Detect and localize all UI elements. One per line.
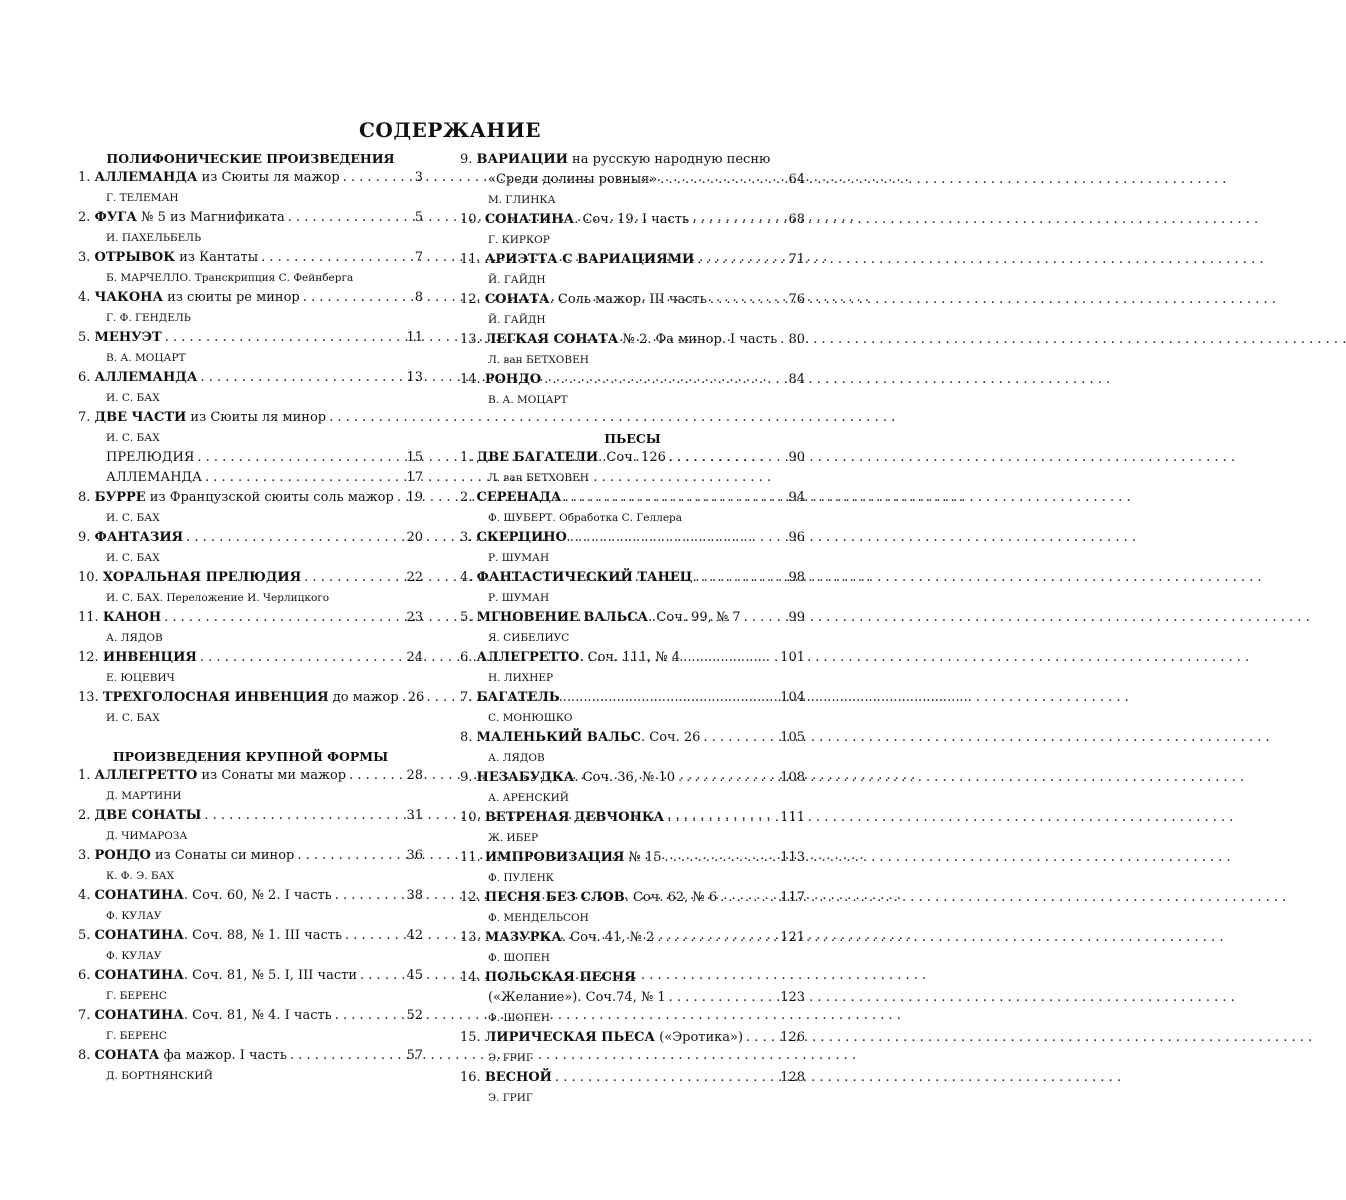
toc-entry[interactable] [78,846,423,866]
composer-name: Ф. ПУЛЕНК [488,872,554,884]
toc-entry[interactable] [78,408,423,428]
composer-name: Э. ГРИГ [488,1092,533,1104]
dot-leader [197,368,403,388]
page-number: 96 [788,530,805,545]
page-number: 80 [788,332,805,347]
toc-entry[interactable] [460,290,805,310]
toc-entry[interactable] [78,688,423,708]
toc-entry[interactable] [78,806,423,826]
dot-leader [194,448,403,468]
entry-title: 16. ВЕСНОЙ [460,1070,552,1085]
composer-name: Д. ЧИМАРОЗА [106,830,188,842]
entry-title: 7. ДВЕ ЧАСТИ из Сюиты ля минор [78,410,327,425]
composer-name: В. А. МОЦАРТ [106,352,186,364]
page-number: 52 [406,1008,423,1023]
dot-leader [694,250,785,270]
entry-title: 11. КАНОН [78,610,162,625]
toc-entry[interactable] [78,208,423,228]
section-heading: ПОЛИФОНИЧЕСКИЕ ПРОИЗВЕДЕНИЯ [106,151,395,166]
composer-name: Г. БЕРЕНС [106,990,167,1002]
page-number: 31 [406,808,423,823]
entry-title: 6. АЛЛЕМАНДА [78,370,198,385]
entry-title: 8. СОНАТА фа мажор. I часть [78,1048,287,1063]
toc-entry[interactable] [78,368,423,388]
toc-entry[interactable] [78,168,423,188]
dot-leader [541,370,785,390]
composer-name: Л. ван БЕТХОВЕН [488,354,589,366]
page-number: 3 [414,170,423,185]
dot-leader [301,568,403,588]
entry-title: 8. МАЛЕНЬКИЙ ВАЛЬС. Соч. 26 [460,730,701,745]
toc-entry[interactable] [78,568,423,588]
page-number: 42 [406,928,423,943]
entry-title: 12. СОНАТА. Соль мажор. III часть [460,292,707,307]
dot-leader [680,648,777,668]
composer-name: Б. МАРЧЕЛЛО. Транскрипция С. Фейнберга [106,272,354,284]
toc-entry[interactable] [460,448,805,468]
dot-leader [346,766,403,786]
entry-title: 3. СКЕРЦИНО [460,530,567,545]
toc-entry[interactable] [460,648,805,668]
entry-title: 10. СОНАТИНА. Соч. 19. I часть [460,212,690,227]
composer-name: Ж. ИБЕР [488,832,539,844]
toc-entry[interactable] [78,288,423,308]
toc-entry[interactable] [78,608,423,628]
page-number: 45 [406,968,423,983]
composer-name: Я. СИБЕЛИУС [488,632,570,644]
page-number: 17 [406,470,423,485]
page-number: 15 [406,450,423,465]
dot-leader [689,210,785,230]
dot-leader [342,926,403,946]
page-number: 38 [406,888,423,903]
composer-name: И. С. БАХ [106,712,160,724]
entry-title: 3. РОНДО из Сонаты си минор [78,848,295,863]
dot-leader [662,848,778,868]
dot-leader [552,1068,777,1088]
composer-name: М. ГЛИНКА [488,194,556,206]
composer-name: Й. ГАЙДН [488,314,546,326]
page-number: 22 [406,570,423,585]
entry-title: 13. ТРЕХГОЛОСНАЯ ИНВЕНЦИЯ до мажор [78,690,399,705]
page-number: 101 [780,650,805,665]
dot-leader [300,288,412,308]
page-number: 126 [780,1030,805,1045]
composer-name: Г. БЕРЕНС [106,1030,167,1042]
dot-leader [654,928,777,948]
page-number: 98 [788,570,805,585]
page-number: 64 [788,172,805,187]
toc-subentry[interactable] [460,170,805,190]
toc-entry[interactable] [460,150,805,170]
dot-leader [777,330,785,350]
dot-leader [287,1046,404,1066]
entry-title: 5. СОНАТИНА. Соч. 88, № 1. III часть [78,928,343,943]
page-number: 90 [788,450,805,465]
composer-name: И. С. БАХ. Переложение И. Черлицкого [106,592,330,604]
entry-title: 4. ЧАКОНА из сюиты ре минор [78,290,300,305]
toc-subentry[interactable] [78,448,423,468]
entry-title: 12. ПЕСНЯ БЕЗ СЛОВ. Соч. 62, № 6 [460,890,718,905]
entry-title: 4. СОНАТИНА. Соч. 60, № 2. I часть [78,888,332,903]
composer-name: И. С. БАХ [106,512,160,524]
page-number: 68 [788,212,805,227]
composer-name: Р. ШУМАН [488,592,550,604]
page-number: 123 [780,990,805,1005]
entry-title: 12. ИНВЕНЦИЯ [78,650,197,665]
entry-title: 9. ФАНТАЗИЯ [78,530,184,545]
toc-entry[interactable] [460,568,805,588]
toc-column-left [78,150,423,1086]
page-number: 28 [406,768,423,783]
page-number: 113 [780,850,805,865]
dot-leader [707,290,786,310]
toc-entry[interactable] [460,528,805,548]
subentry-title: («Желание»). Соч.74, № 1 [488,990,666,1005]
toc-column-right [460,150,805,1108]
entry-title: 15. ЛИРИЧЕСКАЯ ПЬЕСА («Эротика») [460,1030,744,1045]
toc-entry[interactable] [460,250,805,270]
composer-name: Ф. ШУБЕРТ. Обработка С. Геллера [488,512,683,524]
toc-entry[interactable] [460,210,805,230]
entry-title: 10. ВЕТРЕНАЯ ДЕВЧОНКА [460,810,665,825]
dot-leader [717,888,777,908]
composer-name: Ф. ШОПЕН [488,952,550,964]
entry-title: 2. СЕРЕНАДА [460,490,562,505]
page-number: 8 [414,290,423,305]
composer-name: Ф. КУЛАУ [106,950,162,962]
toc-entry[interactable] [78,488,423,508]
page-number: 23 [406,610,423,625]
page-number: 26 [407,690,425,705]
entry-title: 1. АЛЛЕГРЕТТО из Сонаты ми мажор [78,768,347,783]
page-number: 104 [780,690,805,705]
composer-name: Г. Ф. ГЕНДЕЛЬ [106,312,191,324]
section-heading: ПЬЕСЫ [604,431,661,446]
composer-name: И. С. БАХ [106,392,160,404]
composer-name: И. С. БАХ [106,552,160,564]
entry-title: 13. ЛЕГКАЯ СОНАТА № 2. Фа минор. I часть [460,332,778,347]
toc-entry[interactable] [78,886,423,906]
page-number: 11 [406,330,423,345]
dot-leader [675,768,777,788]
entry-title: 9. НЕЗАБУДКА. Соч. 36, № 10 [460,770,676,785]
composer-name: И. ПАХЕЛЬБЕЛЬ [106,232,202,244]
page-number: 108 [780,770,805,785]
page-number: 84 [788,372,805,387]
page-number: 111 [780,810,805,825]
composer-name: Р. ШУМАН [488,552,550,564]
entry-title: 11. АРИЭТТА С ВАРИАЦИЯМИ [460,252,695,267]
toc-entry[interactable] [78,328,423,348]
section-heading: ПРОИЗВЕДЕНИЯ КРУПНОЙ ФОРМЫ [112,749,389,764]
dot-leader [357,966,403,986]
entry-title: 7. СОНАТИНА. Соч. 81, № 4. I часть [78,1008,332,1023]
toc-entry[interactable] [78,926,423,946]
toc-entry[interactable] [460,688,805,708]
toc-entry[interactable] [78,248,423,268]
dot-leader [340,168,412,188]
toc-subentry[interactable] [460,988,805,1008]
toc-entry[interactable] [460,1068,805,1088]
toc-entry[interactable] [460,848,805,868]
dot-leader [294,846,403,866]
composer-name: Н. ЛИХНЕР [488,672,554,684]
composer-name: Д. МАРТИНИ [106,790,182,802]
subentry-title: «Среди долины ровныя» [488,172,658,187]
dot-leader [743,1028,777,1048]
dot-leader [700,728,777,748]
subentry-title: ПРЕЛЮДИЯ [106,450,195,465]
dot-leader [560,688,778,708]
entry-title: 4. ФАНТАСТИЧЕСКИЙ ТАНЕЦ [460,570,693,585]
dot-leader [394,488,404,508]
composer-name: Г. КИРКОР [488,234,550,246]
composer-name: К. Ф. Э. БАХ [106,870,175,882]
entry-title: 2. ДВЕ СОНАТЫ [78,808,202,823]
toc-entry[interactable] [460,928,805,948]
page-number: 36 [406,848,423,863]
page-number: 71 [788,252,805,267]
toc-entry[interactable] [460,768,805,788]
composer-name: И. С. БАХ [106,432,160,444]
page-number: 94 [788,490,805,505]
entry-title: 9. ВАРИАЦИИ на русскую народную песню [460,152,771,167]
dot-leader [326,408,420,428]
toc-entry[interactable] [78,966,423,986]
dot-leader [692,568,785,588]
composer-name: А. АРЕНСКИЙ [488,792,569,804]
composer-name: А. ЛЯДОВ [106,632,163,644]
toc-entry[interactable] [460,728,805,748]
page-number: 13 [406,370,423,385]
composer-name: Ф. КУЛАУ [106,910,162,922]
page-number: 7 [414,250,423,265]
composer-name: Д. БОРТНЯНСКИЙ [106,1070,213,1082]
entry-title: 14. РОНДО [460,372,542,387]
toc-entry[interactable] [78,766,423,786]
dot-leader [162,328,404,348]
page-number: 117 [780,890,805,905]
toc-entry[interactable] [460,888,805,908]
composer-name: Э. ГРИГ [488,1052,533,1064]
page-number: 24 [406,650,423,665]
dot-leader [562,488,786,508]
dot-leader [161,608,403,628]
dot-leader [258,248,412,268]
entry-title: 6. СОНАТИНА. Соч. 81, № 5. I, III части [78,968,358,983]
entry-title: 3. ОТРЫВОК из Кантаты [78,250,259,265]
composer-name: Г. ТЕЛЕМАН [106,192,179,204]
composer-name: Л. ван БЕТХОВЕН [488,472,589,484]
page-number: 20 [406,530,423,545]
composer-name: Й. ГАЙДН [488,274,546,286]
entry-title: 5. МГНОВЕНИЕ ВАЛЬСА. Соч. 99, № 7 [460,610,741,625]
entry-title: 7. БАГАТЕЛЬ [460,690,560,705]
composer-name: С. МОНЮШКО [488,712,573,724]
composer-name: В. А. МОЦАРТ [488,394,568,406]
page-number: 128 [780,1070,805,1085]
toc-entry[interactable] [78,648,423,668]
toc-entry[interactable] [460,1028,805,1048]
entry-title: 2. ФУГА № 5 из Магнификата [78,210,285,225]
page-number: 19 [406,490,423,505]
dot-leader [332,1006,404,1026]
dot-leader [666,988,778,1008]
composer-name: Ф. МЕНДЕЛЬСОН [488,912,589,924]
entry-title: 1. АЛЛЕМАНДА из Сюиты ля мажор [78,170,340,185]
composer-name: Е. ЮЦЕВИЧ [106,672,175,684]
toc-entry[interactable] [460,608,805,628]
dot-leader [664,808,777,828]
entry-title: 14. ПОЛЬСКАЯ ПЕСНЯ [460,970,636,985]
dot-leader [657,170,785,190]
toc-entry[interactable] [460,968,805,988]
dot-leader [567,528,786,548]
toc-entry[interactable] [460,488,805,508]
dot-leader [197,648,404,668]
entry-title: 11. ИМПРОВИЗАЦИЯ № 15 [460,850,662,865]
page-title: СОДЕРЖАНИЕ [359,118,541,142]
entry-title: 13. МАЗУРКА. Соч. 41, № 2 [460,930,655,945]
toc-entry[interactable] [460,370,805,390]
page-number: 105 [780,730,805,745]
dot-leader [666,448,786,468]
dot-leader [332,886,404,906]
page-number: 99 [788,610,805,625]
toc-entry[interactable] [460,808,805,828]
entry-title: 10. ХОРАЛЬНАЯ ПРЕЛЮДИЯ [78,570,302,585]
dot-leader [741,608,786,628]
dot-leader [183,528,403,548]
dot-leader [285,208,412,228]
composer-name: Ф. ШОПЕН [488,1012,550,1024]
page-number: 5 [414,210,423,225]
composer-name: А. ЛЯДОВ [488,752,545,764]
dot-leader [202,468,404,488]
toc-subentry[interactable] [78,468,423,488]
toc-entry[interactable] [78,1006,423,1026]
dot-leader [201,806,403,826]
toc-entry[interactable] [78,528,423,548]
toc-entry[interactable] [78,1046,423,1066]
entry-title: 6. АЛЛЕГРЕТТО. Соч. 111, № 4 [460,650,681,665]
subentry-title: АЛЛЕМАНДА [106,470,202,485]
entry-title: 8. БУРРЕ из Французской сюиты соль мажор [78,490,394,505]
page-number: 76 [788,292,805,307]
entry-title: 5. МЕНУЭТ [78,330,162,345]
toc-entry[interactable] [460,330,805,350]
page-number: 57 [406,1048,423,1063]
page-number: 121 [780,930,805,945]
entry-title: 1. ДВЕ БАГАТЕЛИ. Соч. 126 [460,450,666,465]
